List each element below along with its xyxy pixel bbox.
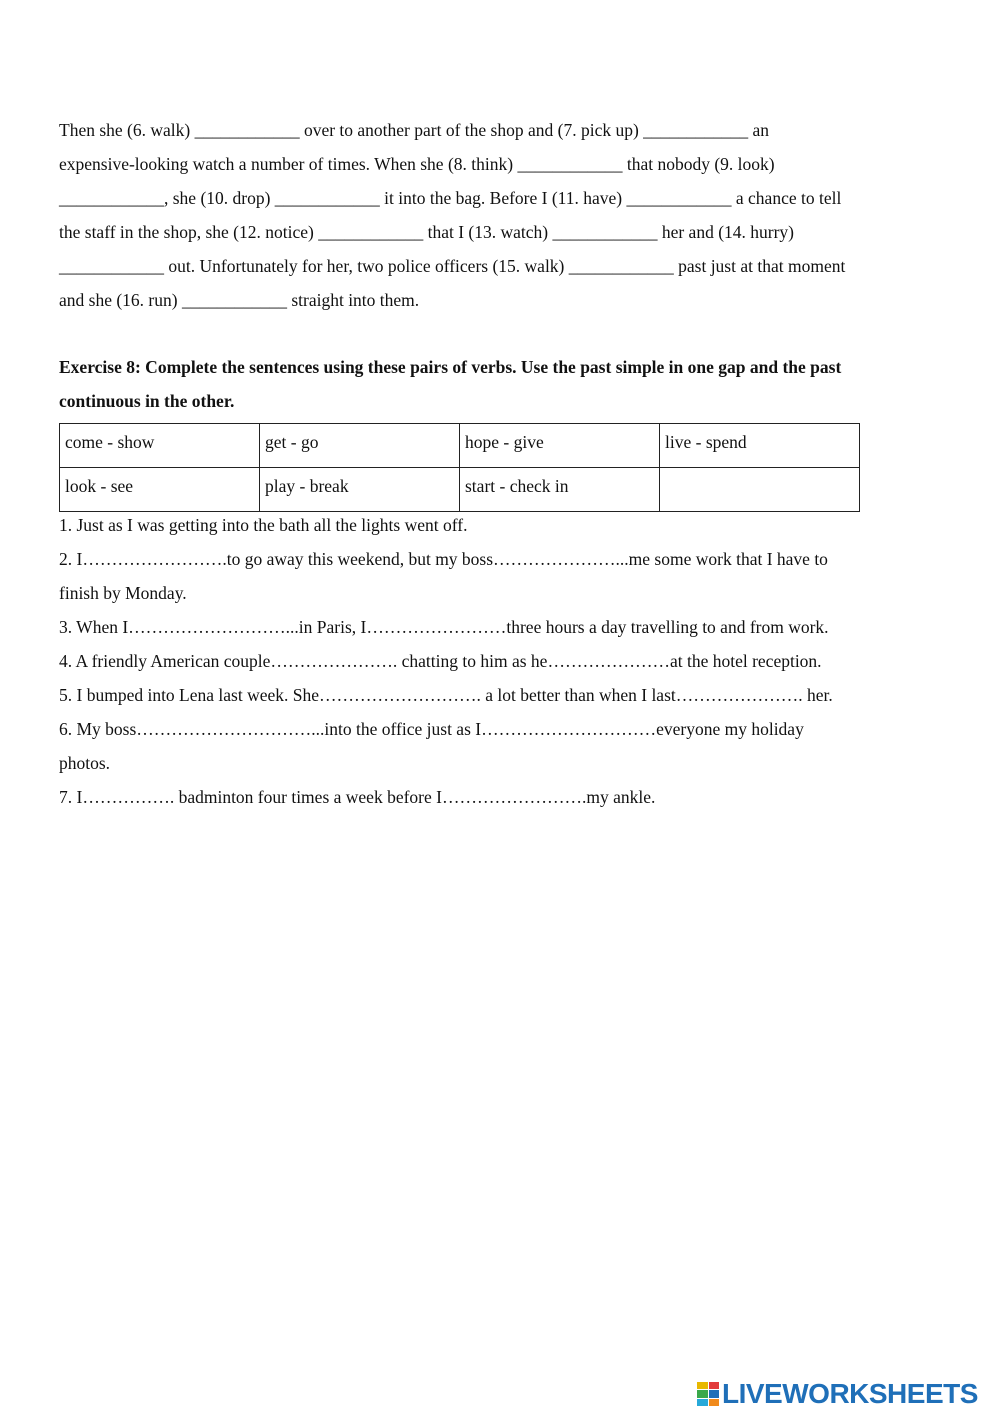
sentence-1: 1. Just as I was getting into the bath all the lights went off.: [59, 515, 468, 535]
logo-block: [697, 1382, 708, 1389]
passage-line-1: Then she (6. walk) ____________ over to another part of the shop and (7. pick up) ____________ an: [59, 120, 770, 140]
sentence-2-continued: finish by Monday.: [59, 583, 187, 603]
table-cell: live - spend: [660, 424, 860, 468]
liveworksheets-logo[interactable]: [697, 1380, 978, 1408]
passage-line-2: expensive-looking watch a number of times. When she (8. think) ____________ that nobody (9. look): [59, 154, 775, 174]
sentence-2: 2. I…………………….to go away this weekend, but my boss…………………...me some work that I have to: [59, 549, 828, 569]
logo-block: [709, 1382, 720, 1389]
passage-line-4: the staff in the shop, she (12. notice) ____________ that I (13. watch) ____________ her and (14. hurry): [59, 222, 795, 242]
exercise-heading-line-2: continuous in the other.: [59, 391, 235, 411]
passage-line-6: and she (16. run) ____________ straight into them.: [59, 290, 420, 310]
sentence-4: 4. A friendly American couple…………………. chatting to him as he…………………at the hotel reception.: [59, 651, 822, 671]
logo-block: [697, 1399, 708, 1406]
table-row: [60, 424, 860, 468]
sentence-6-continued: photos.: [59, 753, 111, 773]
sentence-5: 5. I bumped into Lena last week. She………………………. a lot better than when I last…………………. her.: [59, 685, 833, 705]
table-row: [60, 468, 860, 512]
logo-block: [709, 1399, 720, 1406]
table-cell: come - show: [60, 424, 260, 468]
table-cell: start - check in: [460, 468, 660, 512]
logo-block: [709, 1390, 720, 1397]
table-cell: play - break: [260, 468, 460, 512]
logo-text: LIVEWORKSHEETS: [722, 1378, 978, 1409]
passage-line-3: ____________, she (10. drop) ____________ it into the bag. Before I (11. have) ____________ a chance to tell: [59, 188, 842, 208]
sentence-3: 3. When I………………………...in Paris, I……………………three hours a day travelling to and from work.: [59, 617, 829, 637]
table-cell: look - see: [60, 468, 260, 512]
passage-line-5: ____________ out. Unfortunately for her, two police officers (15. walk) ____________ past just at that moment: [59, 256, 846, 276]
verb-pairs-table: [59, 423, 860, 512]
exercise-heading-line-1: Exercise 8: Complete the sentences using these pairs of verbs. Use the past simple in one gap and the past: [59, 357, 842, 377]
table-cell: [660, 468, 860, 512]
logo-mark-icon: [697, 1382, 719, 1406]
sentence-6: 6. My boss…………………………...into the office just as I…………………………everyone my holiday: [59, 719, 804, 739]
logo-block: [697, 1390, 708, 1397]
table-cell: get - go: [260, 424, 460, 468]
table-cell: hope - give: [460, 424, 660, 468]
sentence-7: 7. I……………. badminton four times a week before I…………………….my ankle.: [59, 787, 656, 807]
